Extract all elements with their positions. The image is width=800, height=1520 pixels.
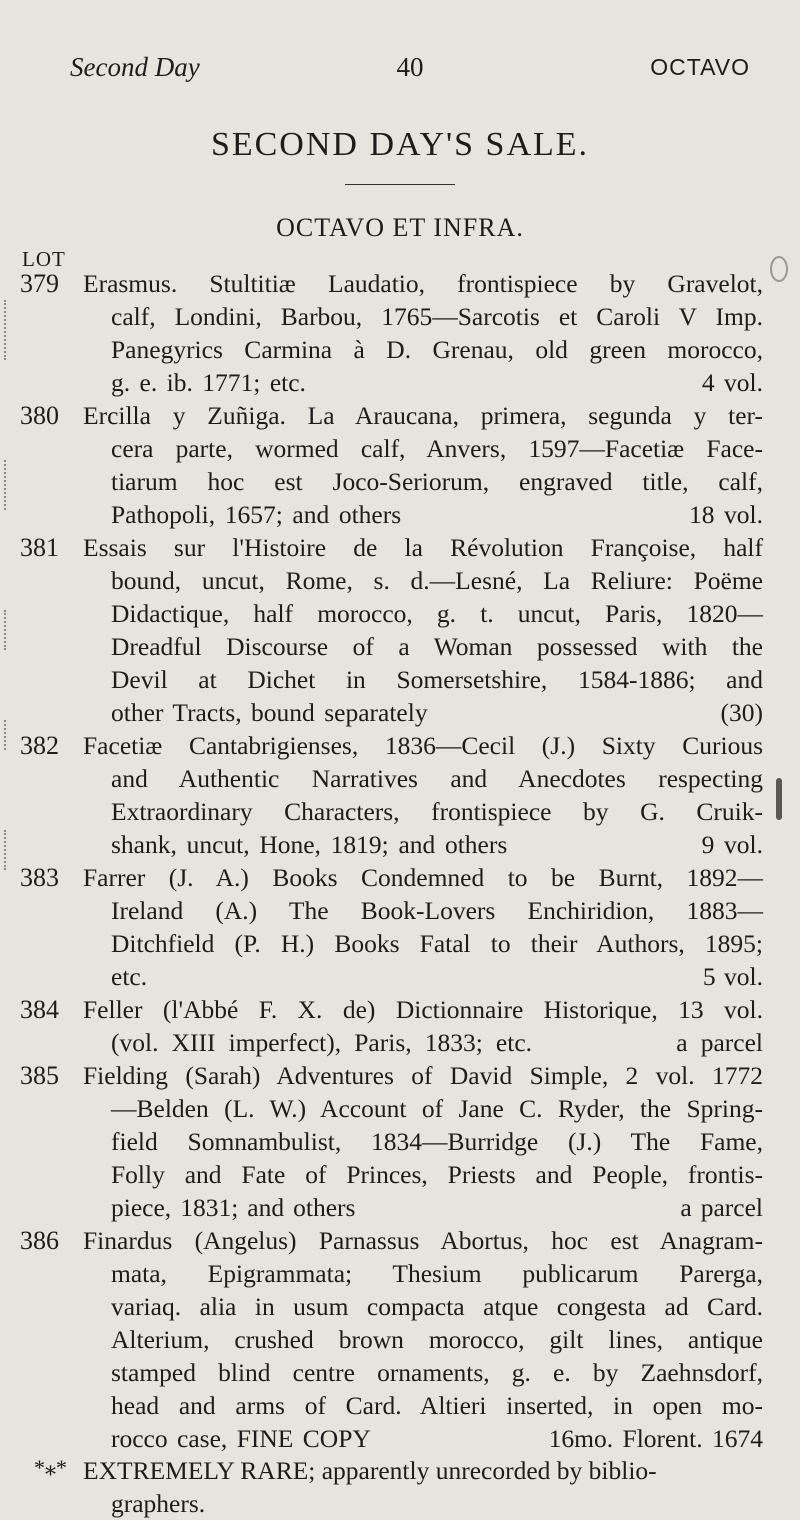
lot-line: Devil at Dichet in Somersetshire, 1584-1886; and (111, 665, 763, 694)
lot-number: 379 (20, 269, 59, 298)
lot-number: 381 (20, 533, 59, 562)
page-number: 40 (396, 52, 424, 82)
lot-line: Didactique, half morocco, g. t. uncut, Paris, 1820— (111, 599, 763, 628)
margin-bleed-mark (4, 830, 14, 870)
lot-line: shank, uncut, Hone, 1819; and others 9 vol. (111, 830, 763, 859)
title-divider (345, 184, 455, 185)
lot-number: 383 (20, 863, 59, 892)
lot-line: Finardus (Angelus) Parnassus Abortus, hoc est Anagram- (83, 1226, 763, 1255)
lot-line: field Somnambulist, 1834—Burridge (J.) The Fame, (111, 1127, 763, 1156)
lot-entry (0, 1224, 763, 1455)
lot-line: Essais sur l'Histoire de la Révolution Françoise, half (83, 533, 763, 562)
lot-line: Pathopoli, 1657; and others 18 vol. (111, 500, 763, 529)
lot-line: Facetiæ Cantabrigienses, 1836—Cecil (J.) Sixty Curious (83, 731, 763, 760)
lot-list (0, 267, 800, 1520)
lot-line: cera parte, wormed calf, Anvers, 1597—Facetiæ Face- (111, 434, 763, 463)
lot-number: 385 (20, 1061, 59, 1090)
lot-line: Ditchfield (P. H.) Books Fatal to their Authors, 1895; (111, 929, 763, 958)
lot-line: Fielding (Sarah) Adventures of David Simple, 2 vol. 1772 (83, 1061, 763, 1090)
lot-line: —Belden (L. W.) Account of Jane C. Ryder, the Spring- (111, 1094, 763, 1123)
lot-number: 380 (20, 401, 59, 430)
page-title: SECOND DAY'S SALE. (210, 126, 590, 163)
lot-line: stamped blind centre ornaments, g. e. by Zaehnsdorf, (111, 1358, 763, 1387)
margin-bleed-mark (4, 460, 14, 510)
lot-line: mata, Epigrammata; Thesium publicarum Parerga, (111, 1259, 763, 1288)
lot-line: variaq. alia in usum compacta atque congesta ad Card. (111, 1292, 763, 1321)
lot-entry (0, 267, 763, 399)
lot-entry (0, 993, 763, 1059)
lot-line: calf, Londini, Barbou, 1765—Sarcotis et Caroli V Imp. (111, 302, 763, 331)
lot-line: Alterium, crushed brown morocco, gilt lines, antique (111, 1325, 763, 1354)
lot-line: Panegyrics Carmina à D. Grenau, old green morocco, (111, 335, 763, 364)
lot-line: Folly and Fate of Princes, Priests and People, frontis- (111, 1160, 763, 1189)
running-head-right: OCTAVO (650, 54, 750, 80)
running-head (70, 52, 750, 92)
lot-number: 382 (20, 731, 59, 760)
lot-line: and Authentic Narratives and Anecdotes respecting (111, 764, 763, 793)
lot-line: Farrer (J. A.) Books Condemned to be Burnt, 1892— (83, 863, 763, 892)
lot-line: (vol. XIII imperfect), Paris, 1833; etc. a parcel (111, 1028, 763, 1057)
margin-ink-mark (776, 778, 782, 820)
lot-entry (0, 531, 763, 729)
lot-line: Feller (l'Abbé F. X. de) Dictionnaire Historique, 13 vol. (83, 995, 763, 1024)
lot-line: Dreadful Discourse of a Woman possessed with the (111, 632, 763, 661)
lot-line: rocco case, FINE COPY 16mo. Florent. 1674 (111, 1424, 763, 1453)
lot-column-heading: LOT (22, 247, 66, 271)
lot-line: tiarum hoc est Joco-Seriorum, engraved title, calf, (111, 467, 763, 496)
lot-line: etc. 5 vol. (111, 962, 763, 991)
note-line: graphers. (111, 1489, 206, 1518)
lot-line: piece, 1831; and others a parcel (111, 1193, 763, 1222)
note-line: EXTREMELY RARE; apparently unrecorded by biblio- (83, 1456, 657, 1485)
lot-entry (0, 1059, 763, 1224)
lot-entry (0, 729, 763, 861)
lot-line: g. e. ib. 1771; etc. 4 vol. (111, 368, 763, 397)
lot-line: Extraordinary Characters, frontispiece by G. Cruik- (111, 797, 763, 826)
lot-line: Ercilla y Zuñiga. La Araucana, primera, segunda y ter- (83, 401, 763, 430)
lot-number: 386 (20, 1226, 59, 1255)
lot-line: other Tracts, bound separately (30) (111, 698, 763, 727)
running-head-left: Second Day (70, 52, 200, 82)
section-subtitle: OCTAVO ET INFRA. (276, 213, 524, 242)
margin-bleed-mark (4, 300, 14, 360)
lot-line: head and arms of Card. Altieri inserted, in open mo- (111, 1391, 763, 1420)
lot-line: bound, uncut, Rome, s. d.—Lesné, La Reliure: Poëme (111, 566, 763, 595)
margin-ink-mark (770, 256, 788, 282)
lot-number: 384 (20, 995, 59, 1024)
lot-line: Ireland (A.) The Book-Lovers Enchiridion, 1883— (111, 896, 763, 925)
lot-entry (0, 861, 763, 993)
lot-entry (0, 399, 763, 531)
lot-line: Erasmus. Stultitiæ Laudatio, frontispiece by Gravelot, (83, 269, 763, 298)
lot-note (0, 1454, 763, 1520)
margin-bleed-mark (4, 610, 14, 650)
asterism-marker: *⁎* (34, 1455, 67, 1480)
margin-bleed-mark (4, 720, 14, 750)
